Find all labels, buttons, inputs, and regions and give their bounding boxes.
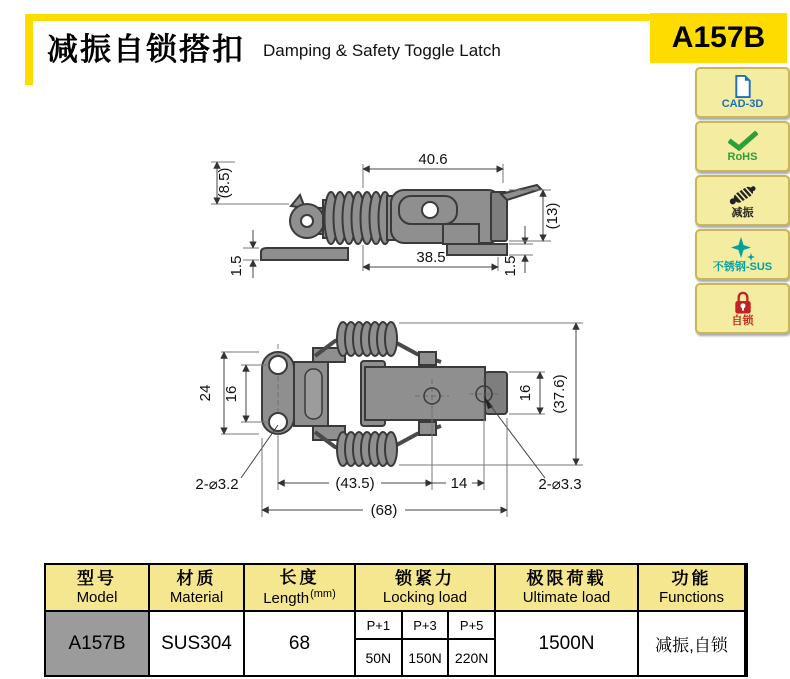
locking-force: 50N: [356, 640, 401, 675]
page-title-zh: 减振自锁搭扣: [47, 32, 245, 67]
leader-hole-right: [490, 405, 582, 493]
badge-label: 自锁: [731, 315, 754, 327]
badge-label: RoHS: [727, 150, 758, 163]
latch-top-profile: [262, 322, 507, 466]
bottom-spring: [337, 432, 397, 466]
col-header-functions: 功能 Functions: [639, 565, 744, 610]
dim-1-5-left: [228, 230, 259, 278]
top-view-drawing: [193, 312, 598, 527]
shock-absorber-icon: [727, 183, 759, 207]
svg-text:38.5: 38.5: [416, 249, 446, 266]
col-header-length: 长度 Length$^{(mm)}$: [245, 565, 354, 610]
cell-material: SUS304: [150, 612, 243, 675]
badge-card-damping: [695, 175, 790, 226]
svg-text:(68): (68): [370, 502, 398, 519]
col-header-ultimate-load: 极限荷载 Ultimate load: [496, 565, 637, 610]
svg-text:(37.6): (37.6): [551, 374, 568, 414]
badge-label: CAD-3D: [721, 98, 764, 110]
cell-locking-load: [356, 612, 494, 675]
col-header-material: 材质 Material: [150, 565, 243, 610]
svg-text:2-⌀3.3: 2-⌀3.3: [538, 476, 582, 493]
check-icon: [728, 131, 758, 151]
svg-text:24: 24: [197, 384, 214, 402]
badge-card-cad3d: [695, 67, 790, 118]
svg-text:(8.5): (8.5): [216, 167, 233, 199]
locking-force: 150N: [403, 640, 448, 675]
locking-position: P+1: [356, 612, 401, 638]
dim-8-5: [211, 162, 289, 204]
badge-card-rohs: [695, 121, 790, 172]
accent-bar-horizontal: [25, 14, 652, 21]
locking-position: P+5: [449, 612, 494, 638]
svg-text:1.5: 1.5: [502, 255, 519, 277]
svg-text:40.6: 40.6: [418, 151, 448, 168]
cell-length: 68: [245, 612, 354, 675]
dim-40-6: [363, 151, 503, 188]
cell-model: A157B: [46, 612, 148, 675]
svg-text:16: 16: [517, 384, 534, 402]
spec-table: [44, 563, 748, 677]
svg-text:1.5: 1.5: [228, 255, 245, 277]
badge-card-stainless: [695, 229, 790, 280]
col-header-model: 型号 Model: [46, 565, 148, 610]
page-title-en: Damping & Safety Toggle Latch: [263, 41, 501, 60]
badge-card-selflock: [695, 283, 790, 334]
top-spring: [337, 322, 397, 356]
svg-text:16: 16: [223, 385, 240, 403]
svg-text:(43.5): (43.5): [335, 475, 375, 492]
svg-text:(13): (13): [544, 202, 561, 230]
locking-position: P+3: [403, 612, 448, 638]
padlock-icon: [732, 290, 754, 315]
leader-hole-left: [195, 425, 278, 493]
svg-text:14: 14: [450, 475, 468, 492]
col-header-locking-load: 锁紧力 Locking load: [356, 565, 494, 610]
sparkle-icon: [729, 237, 757, 261]
locking-force: 220N: [449, 640, 494, 675]
badge-label: 减振: [731, 206, 754, 219]
cad-document-icon: [733, 75, 753, 98]
latch-side-profile: [261, 185, 541, 260]
model-badge: A157B: [650, 13, 787, 63]
cell-ultimate-load: 1500N: [496, 612, 637, 675]
side-view-drawing: [195, 138, 565, 308]
badge-label: 不锈钢-SUS: [712, 260, 773, 273]
accent-bar-vertical: [25, 14, 33, 85]
cell-functions: 减振,自锁: [639, 612, 744, 675]
dim-16-right: [509, 372, 545, 414]
svg-text:2-⌀3.2: 2-⌀3.2: [195, 476, 239, 493]
